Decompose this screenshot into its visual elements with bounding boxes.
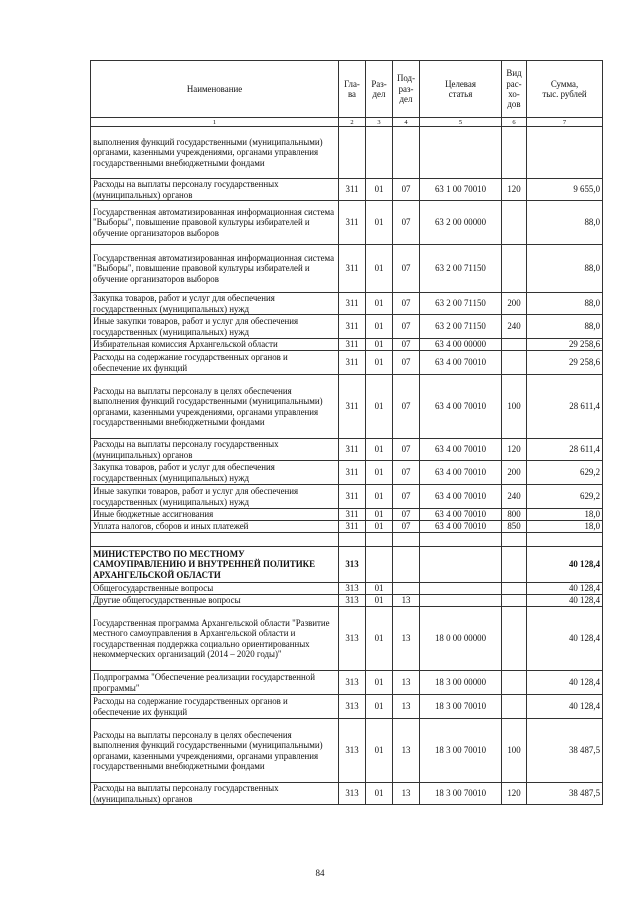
cell-razdel: 01	[366, 509, 393, 521]
cell-summa: 40 128,4	[527, 695, 603, 719]
cell-statya: 18 0 00 00000	[420, 607, 502, 671]
cell-glava: 311	[339, 521, 366, 533]
header-row	[91, 61, 603, 118]
cell-summa	[527, 127, 603, 179]
cell-glava: 313	[339, 695, 366, 719]
table-row	[91, 695, 603, 719]
cell-name: Государственная автоматизированная информационная система "Выборы", повышение правовой культуры избирателей и обучение организаторов выборов	[91, 201, 339, 245]
cell-podrazdel	[393, 583, 420, 595]
cell-vid: 120	[502, 783, 527, 805]
cell-name: Расходы на выплаты персоналу государственных (муниципальных) органов	[91, 179, 339, 201]
cell-vid: 120	[502, 439, 527, 461]
cell-name: Иные закупки товаров, работ и услуг для обеспечения государственных (муниципальных) нужд	[91, 485, 339, 509]
cell-glava: 313	[339, 671, 366, 695]
cell-statya: 63 2 00 71150	[420, 245, 502, 293]
cell-statya: 63 2 00 71150	[420, 293, 502, 315]
cell-podrazdel	[393, 533, 420, 547]
cell-razdel: 01	[366, 783, 393, 805]
column-number: 7	[527, 118, 603, 127]
cell-podrazdel: 07	[393, 509, 420, 521]
cell-vid: 120	[502, 179, 527, 201]
cell-vid	[502, 201, 527, 245]
table-row	[91, 485, 603, 509]
cell-vid	[502, 607, 527, 671]
cell-summa: 88,0	[527, 315, 603, 339]
cell-vid: 100	[502, 375, 527, 439]
cell-name: Расходы на содержание государственных органов и обеспечение их функций	[91, 351, 339, 375]
cell-vid	[502, 533, 527, 547]
cell-statya: 63 2 00 00000	[420, 201, 502, 245]
table-row	[91, 607, 603, 671]
table-row	[91, 315, 603, 339]
table-row	[91, 351, 603, 375]
cell-razdel	[366, 127, 393, 179]
cell-podrazdel: 07	[393, 521, 420, 533]
cell-vid	[502, 695, 527, 719]
cell-summa: 9 655,0	[527, 179, 603, 201]
cell-statya	[420, 533, 502, 547]
column-number: 5	[420, 118, 502, 127]
cell-podrazdel: 07	[393, 293, 420, 315]
cell-podrazdel: 13	[393, 783, 420, 805]
cell-name: Государственная программа Архангельской области "Развитие местного самоуправления в Архангельской области и государственная поддержка социально ориентированных некоммерческих организаций (2014 – 2020 годы)"	[91, 607, 339, 671]
cell-summa: 40 128,4	[527, 547, 603, 583]
cell-podrazdel: 07	[393, 461, 420, 485]
cell-statya: 63 1 00 70010	[420, 179, 502, 201]
cell-statya: 63 4 00 00000	[420, 339, 502, 351]
cell-vid	[502, 583, 527, 595]
header-glava: Гла- ва	[339, 61, 366, 118]
cell-summa: 629,2	[527, 461, 603, 485]
cell-summa: 18,0	[527, 509, 603, 521]
cell-vid	[502, 671, 527, 695]
cell-razdel: 01	[366, 521, 393, 533]
column-number: 3	[366, 118, 393, 127]
cell-glava: 311	[339, 461, 366, 485]
cell-glava: 311	[339, 351, 366, 375]
cell-podrazdel: 07	[393, 315, 420, 339]
cell-podrazdel	[393, 127, 420, 179]
cell-glava: 313	[339, 547, 366, 583]
cell-podrazdel: 13	[393, 595, 420, 607]
cell-statya: 63 4 00 70010	[420, 375, 502, 439]
cell-name: Уплата налогов, сборов и иных платежей	[91, 521, 339, 533]
table-row	[91, 533, 603, 547]
cell-razdel: 01	[366, 339, 393, 351]
cell-glava: 311	[339, 509, 366, 521]
cell-podrazdel: 13	[393, 719, 420, 783]
cell-razdel: 01	[366, 695, 393, 719]
table-row	[91, 671, 603, 695]
cell-glava	[339, 127, 366, 179]
cell-statya: 18 3 00 70010	[420, 719, 502, 783]
cell-razdel: 01	[366, 439, 393, 461]
cell-podrazdel: 07	[393, 339, 420, 351]
cell-podrazdel: 13	[393, 671, 420, 695]
cell-summa: 40 128,4	[527, 607, 603, 671]
cell-statya: 18 3 00 70010	[420, 695, 502, 719]
cell-summa: 38 487,5	[527, 719, 603, 783]
cell-name: Закупка товаров, работ и услуг для обеспечения государственных (муниципальных) нужд	[91, 461, 339, 485]
cell-summa: 29 258,6	[527, 339, 603, 351]
cell-name: Закупка товаров, работ и услуг для обеспечения государственных (муниципальных) нужд	[91, 293, 339, 315]
cell-podrazdel: 07	[393, 439, 420, 461]
cell-glava: 311	[339, 439, 366, 461]
cell-glava: 313	[339, 719, 366, 783]
table-row	[91, 521, 603, 533]
cell-name	[91, 533, 339, 547]
cell-summa: 18,0	[527, 521, 603, 533]
cell-glava: 311	[339, 315, 366, 339]
table-row	[91, 583, 603, 595]
cell-statya: 63 4 00 70010	[420, 521, 502, 533]
cell-name: Избирательная комиссия Архангельской области	[91, 339, 339, 351]
cell-glava: 313	[339, 595, 366, 607]
cell-podrazdel: 13	[393, 695, 420, 719]
table-row	[91, 375, 603, 439]
table-row	[91, 293, 603, 315]
cell-summa: 28 611,4	[527, 439, 603, 461]
cell-statya: 18 3 00 00000	[420, 671, 502, 695]
cell-name: Расходы на выплаты персоналу в целях обеспечения выполнения функций государственными (муниципальными) органами, казенными учреждениями, органами управления государственными внебюджетными фондами	[91, 719, 339, 783]
cell-vid	[502, 595, 527, 607]
table-row	[91, 719, 603, 783]
cell-name: Иные закупки товаров, работ и услуг для обеспечения государственных (муниципальных) нужд	[91, 315, 339, 339]
header-razdel: Раз- дел	[366, 61, 393, 118]
cell-razdel: 01	[366, 719, 393, 783]
table-row	[91, 509, 603, 521]
cell-summa: 40 128,4	[527, 583, 603, 595]
cell-razdel: 01	[366, 595, 393, 607]
column-number: 4	[393, 118, 420, 127]
cell-summa: 28 611,4	[527, 375, 603, 439]
cell-statya: 63 4 00 70010	[420, 461, 502, 485]
cell-name: Государственная автоматизированная информационная система "Выборы", повышение правовой культуры избирателей и обучение организаторов выборов	[91, 245, 339, 293]
header-statya: Целевая статья	[420, 61, 502, 118]
cell-razdel: 01	[366, 201, 393, 245]
cell-razdel: 01	[366, 351, 393, 375]
cell-glava: 311	[339, 485, 366, 509]
table-row	[91, 245, 603, 293]
cell-razdel: 01	[366, 245, 393, 293]
cell-name: выполнения функций государственными (муниципальными) органами, казенными учреждениями, органами управления государственными внебюджетными фондами	[91, 127, 339, 179]
cell-razdel: 01	[366, 315, 393, 339]
cell-statya: 63 4 00 70010	[420, 351, 502, 375]
column-number: 2	[339, 118, 366, 127]
cell-razdel: 01	[366, 375, 393, 439]
cell-glava: 313	[339, 783, 366, 805]
column-number: 1	[91, 118, 339, 127]
header-summa: Сумма, тыс. рублей	[527, 61, 603, 118]
table-row	[91, 461, 603, 485]
cell-statya	[420, 547, 502, 583]
cell-summa: 38 487,5	[527, 783, 603, 805]
cell-glava: 311	[339, 339, 366, 351]
cell-statya: 63 4 00 70010	[420, 439, 502, 461]
cell-vid	[502, 339, 527, 351]
cell-glava: 311	[339, 293, 366, 315]
cell-glava: 311	[339, 375, 366, 439]
cell-glava	[339, 533, 366, 547]
header-name: Наименование	[91, 61, 339, 118]
cell-name: МИНИСТЕРСТВО ПО МЕСТНОМУ САМОУПРАВЛЕНИЮ И ВНУТРЕННЕЙ ПОЛИТИКЕ АРХАНГЕЛЬСКОЙ ОБЛАСТИ	[91, 547, 339, 583]
cell-statya: 18 3 00 70010	[420, 783, 502, 805]
cell-vid: 200	[502, 461, 527, 485]
cell-statya: 63 4 00 70010	[420, 509, 502, 521]
cell-vid: 240	[502, 315, 527, 339]
table-row	[91, 595, 603, 607]
table-row	[91, 179, 603, 201]
cell-vid: 850	[502, 521, 527, 533]
table-row	[91, 783, 603, 805]
cell-name: Расходы на выплаты персоналу в целях обеспечения выполнения функций государственными (муниципальными) органами, казенными учреждениями, органами управления государственными внебюджетными фондами	[91, 375, 339, 439]
cell-summa: 40 128,4	[527, 595, 603, 607]
cell-statya: 63 2 00 71150	[420, 315, 502, 339]
cell-summa: 88,0	[527, 201, 603, 245]
cell-statya	[420, 583, 502, 595]
cell-name: Подпрограмма "Обеспечение реализации государственной программы"	[91, 671, 339, 695]
cell-podrazdel: 07	[393, 179, 420, 201]
cell-vid	[502, 245, 527, 293]
cell-razdel: 01	[366, 607, 393, 671]
cell-summa: 29 258,6	[527, 351, 603, 375]
cell-summa: 88,0	[527, 245, 603, 293]
column-number: 6	[502, 118, 527, 127]
cell-vid	[502, 547, 527, 583]
cell-razdel: 01	[366, 461, 393, 485]
cell-podrazdel: 07	[393, 245, 420, 293]
cell-podrazdel: 07	[393, 375, 420, 439]
cell-glava: 311	[339, 201, 366, 245]
cell-razdel: 01	[366, 485, 393, 509]
budget-table	[90, 60, 603, 805]
header-podrazdel: Под- раз- дел	[393, 61, 420, 118]
cell-glava: 311	[339, 245, 366, 293]
cell-summa: 88,0	[527, 293, 603, 315]
cell-glava: 313	[339, 583, 366, 595]
cell-glava: 313	[339, 607, 366, 671]
cell-vid: 240	[502, 485, 527, 509]
cell-vid	[502, 127, 527, 179]
column-number-row	[91, 118, 603, 127]
cell-statya: 63 4 00 70010	[420, 485, 502, 509]
cell-razdel: 01	[366, 293, 393, 315]
table-row	[91, 127, 603, 179]
cell-name: Расходы на содержание государственных органов и обеспечение их функций	[91, 695, 339, 719]
table-row	[91, 201, 603, 245]
cell-razdel	[366, 533, 393, 547]
table-row	[91, 339, 603, 351]
cell-podrazdel	[393, 547, 420, 583]
page-number: 84	[315, 868, 325, 878]
header-vid: Вид рас- хо- дов	[502, 61, 527, 118]
cell-statya	[420, 127, 502, 179]
table-row	[91, 547, 603, 583]
cell-name: Расходы на выплаты персоналу государственных (муниципальных) органов	[91, 783, 339, 805]
cell-name: Иные бюджетные ассигнования	[91, 509, 339, 521]
cell-podrazdel: 07	[393, 351, 420, 375]
table-row	[91, 439, 603, 461]
cell-podrazdel: 07	[393, 485, 420, 509]
cell-summa: 40 128,4	[527, 671, 603, 695]
cell-name: Другие общегосударственные вопросы	[91, 595, 339, 607]
cell-vid	[502, 351, 527, 375]
cell-podrazdel: 13	[393, 607, 420, 671]
cell-razdel	[366, 547, 393, 583]
cell-vid: 800	[502, 509, 527, 521]
cell-razdel: 01	[366, 179, 393, 201]
cell-name: Общегосударственные вопросы	[91, 583, 339, 595]
cell-statya	[420, 595, 502, 607]
cell-razdel: 01	[366, 583, 393, 595]
cell-vid: 100	[502, 719, 527, 783]
cell-summa	[527, 533, 603, 547]
cell-vid: 200	[502, 293, 527, 315]
cell-glava: 311	[339, 179, 366, 201]
cell-podrazdel: 07	[393, 201, 420, 245]
cell-summa: 629,2	[527, 485, 603, 509]
cell-name: Расходы на выплаты персоналу государственных (муниципальных) органов	[91, 439, 339, 461]
cell-razdel: 01	[366, 671, 393, 695]
